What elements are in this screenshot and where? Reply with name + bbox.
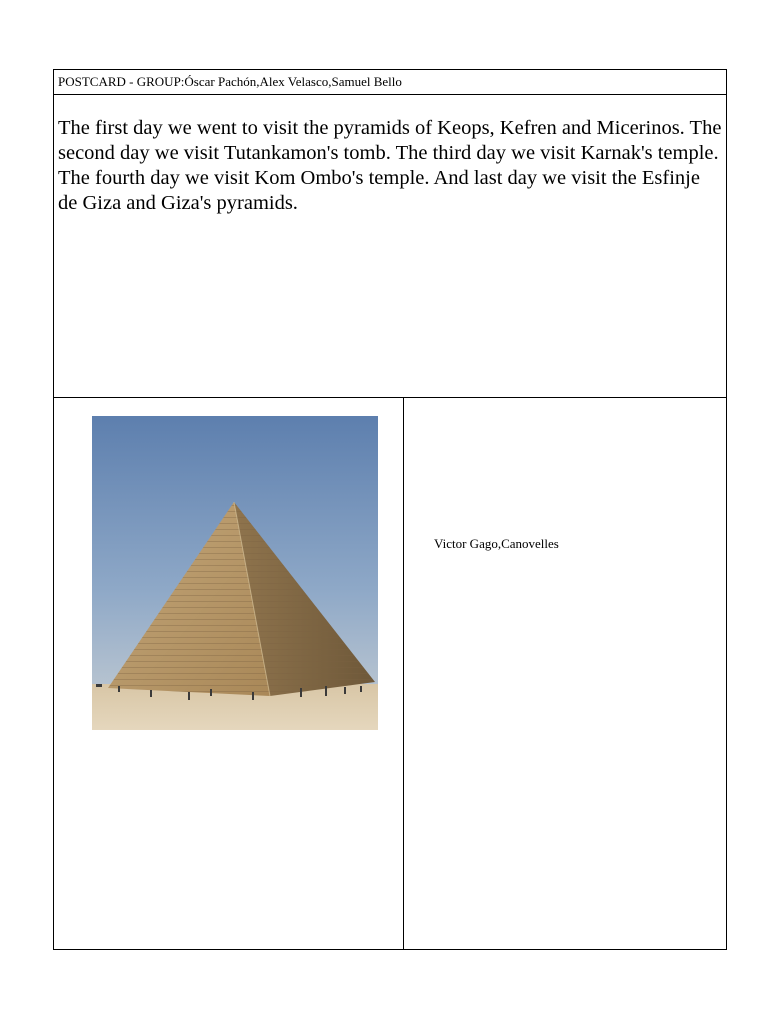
postcard — [53, 69, 727, 950]
photo-cell — [54, 398, 404, 949]
pyramid-photo — [92, 416, 378, 730]
address-cell — [404, 398, 726, 949]
postcard-header: POSTCARD - GROUP:Óscar Pachón,Alex Velasco,Samuel Bello — [54, 70, 726, 95]
recipient-address: Victor Gago,Canovelles — [434, 536, 559, 551]
postcard-message: The first day we went to visit the pyramids of Keops, Kefren and Micerinos. The second day we visit Tutankamon's tomb. The third day we visit Karnak's temple. The fourth day we visit Kom Ombo's temple. And last day we visit the Esfinje de Giza and Giza's pyramids. — [54, 95, 726, 398]
